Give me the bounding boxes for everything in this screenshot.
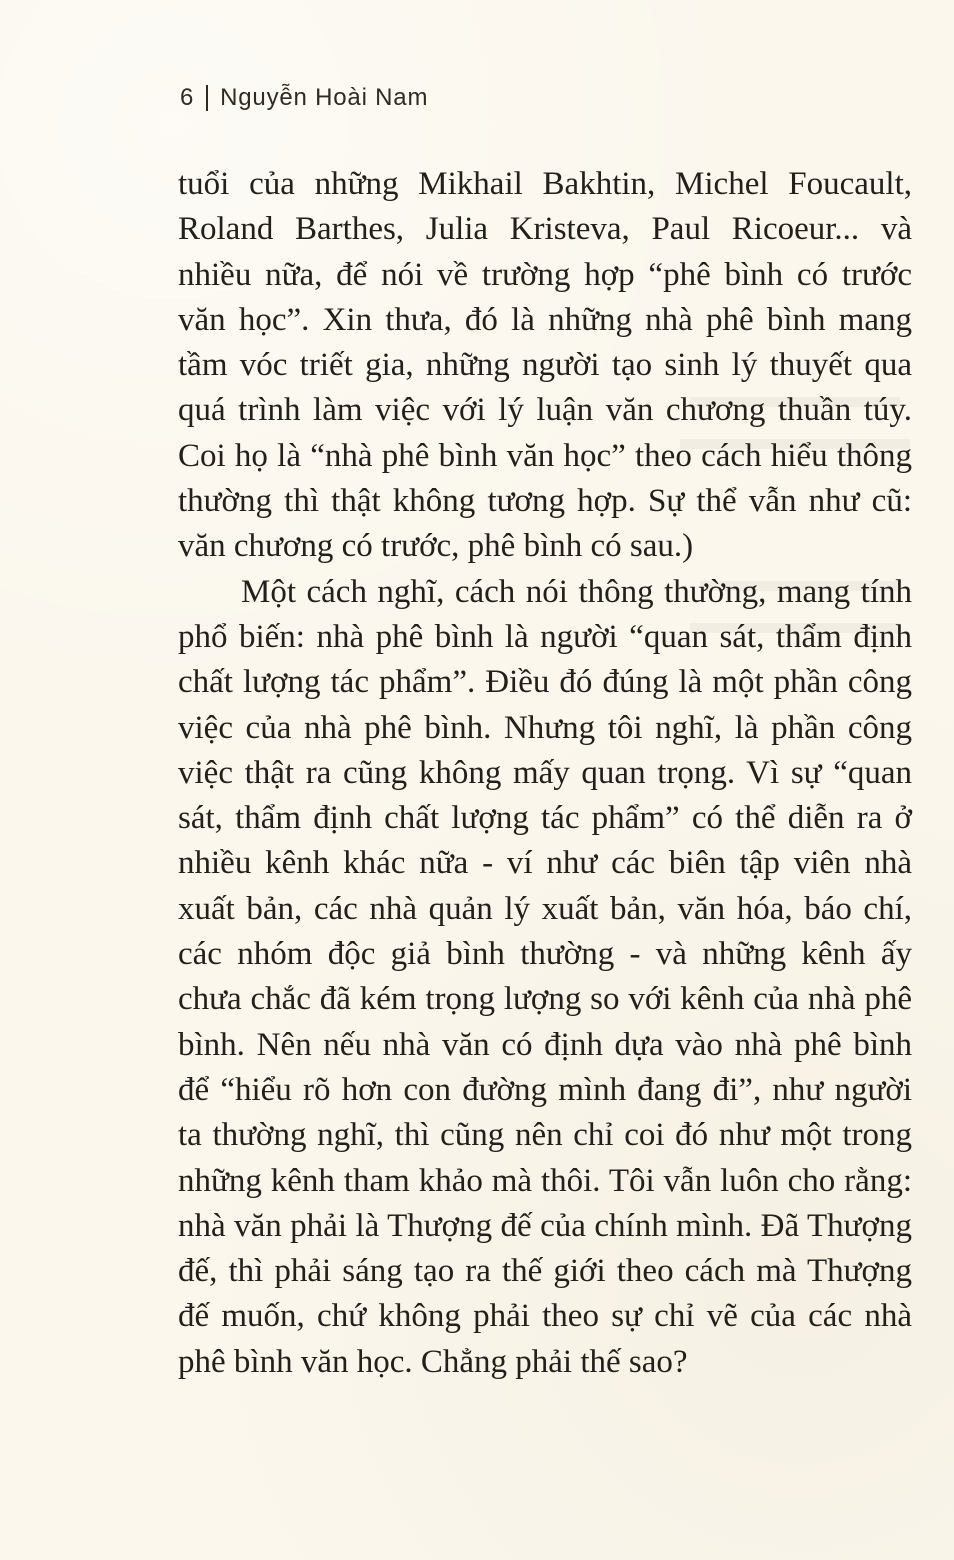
paragraph-critic-role: Một cách nghĩ, cách nói thông thường, mang tính phổ biến: nhà phê bình là người “quan sát, thẩm định chất lượng tác phẩm”. Điều đó đúng là một phần công việc của nhà phê bình. Nhưng tôi nghĩ, là phần công việc thật ra cũng không mấy quan trọng. Vì sự “quan sát, thẩm định chất lượng tác phẩm” có thể diễn ra ở nhiều kênh khác nữa - ví như các biên tập viên nhà xuất bản, các nhà quản lý xuất bản, văn hóa, báo chí, các nhóm độc giả bình thường - và những kênh ấy chưa chắc đã kém trọng lượng so với kênh của nhà phê bình. Nên nếu nhà văn có định dựa vào nhà phê bình để “hiểu rõ hơn con đường mình đang đi”, như người ta thường nghĩ, thì cũng nên chỉ coi đó như một trong những kênh tham khảo mà thôi. Tôi vẫn luôn cho rằng: nhà văn phải là Thượng đế của chính mình. Đã Thượng đế, thì phải sáng tạo ra thế giới theo cách mà Thượng đế muốn, chứ không phải theo sự chỉ vẽ của các nhà phê bình văn học. Chẳng phải thế sao? bbox=[178, 573, 912, 1380]
paragraph-continuation: tuổi của những Mikhail Bakhtin, Michel Foucault, Roland Barthes, Julia Kristeva, Paul Ricoeur... và nhiều nữa, để nói về trường hợp “phê bình có trước văn học”. Xin thưa, đó là những nhà phê bình mang tầm vóc triết gia, những người tạo sinh lý thuyết qua quá trình làm việc với lý luận văn chương thuần túy. Coi họ là “nhà phê bình văn học” theo cách hiểu thông thường thì thật không tương hợp. Sự thể vẫn như cũ: văn chương có trước, phê bình có sau.) bbox=[178, 166, 912, 565]
author-name: Nguyễn Hoài Nam bbox=[220, 84, 429, 111]
header-divider bbox=[206, 85, 208, 111]
running-header bbox=[180, 84, 428, 112]
page-body bbox=[178, 162, 912, 1385]
page-number: 6 bbox=[180, 84, 195, 111]
